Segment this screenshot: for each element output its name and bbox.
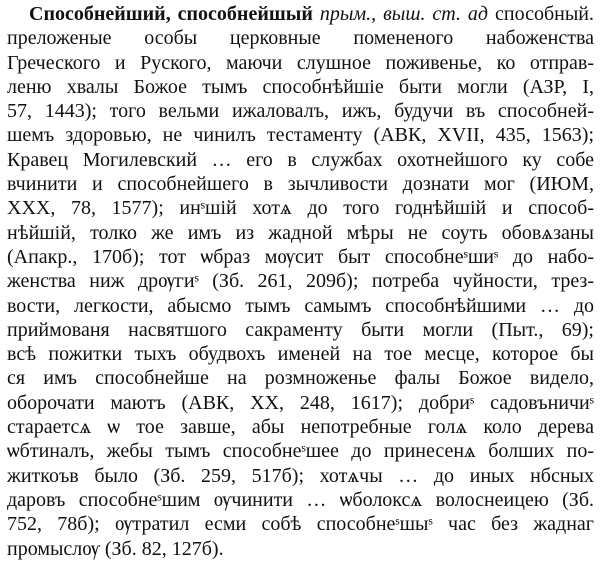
entry-line: вости, легкости, абысмо тымъ самымъ способнѣйшими … до (7, 294, 594, 317)
headword: Способнейший, способнейшый (29, 3, 313, 25)
grammar-label: прым., выш. ст. ад (319, 3, 489, 25)
entry-line: ѡбтиналъ, жебы тымъ способнеˢшее до принесенѧ болших по- (7, 440, 594, 463)
entry-line: оборочати маютъ (АВК, XX, 248, 1617); добриˢ садовъничиˢ (7, 391, 594, 414)
entry-line: 752, 78б); ѹтратил есми собѣ способнеˢшыˢ час без жаднаг (7, 513, 594, 536)
entry-line: житкоъв было (Зб. 259, 517б); хотѧчы … до иных нбсных (7, 464, 594, 487)
entry-line: стараетсѧ ѡ тое завше, абы непотребные голѧ коло дерева (7, 416, 594, 439)
entry-line: леню хвалы Божое тымъ способнѣйшіе быти могли (АЗР, I, (7, 75, 594, 98)
entry-line: нѣйшій, толко же имъ из жадной мѣры не соуть обовѧзаны (7, 221, 594, 244)
entry-line: женства ниж дрѹгиˢ (Зб. 261, 209б); потреба чуйности, трез- (7, 270, 594, 293)
entry-line: вчинити и способнейшего в зычливости дознати мог (ИЮМ, (7, 173, 594, 196)
entry-line: преложеные особы церковные помененого набоженства (7, 27, 594, 50)
entry-line: шемъ здоровью, не чинилъ тестаменту (АВК, XVII, 435, 1563); (7, 124, 594, 147)
dictionary-entry (7, 0, 594, 561)
entry-line: промыслѹ (Зб. 82, 127б). (7, 537, 224, 560)
entry-line: ся имъ способнейше на розмноженье фалы Божое видело, (7, 367, 594, 390)
entry-line: XXX, 78, 1577); инˢшій хотѧ до того годнѣйшій и способ- (7, 197, 594, 220)
entry-line: приймованя насвятшого сакраменту быти могли (Пыт., 69); (7, 318, 594, 341)
entry-line: Греческого и Руского, маючи слушное поживенье, ко отправ- (7, 51, 594, 74)
entry-line-1 (7, 2, 594, 26)
entry-line: всѣ пожитки тыхъ обудвохъ именей на тое месце, которое бы (7, 343, 594, 366)
entry-line: 57, 1443); того вельми ижаловалъ, ижъ, будучи въ способней- (7, 100, 594, 123)
entry-line: (Апакр., 170б); тот ѡбраз мѹсит быт способнеˢшиˢ до набо- (7, 245, 594, 268)
entry-line: Кравец Могилевский … его в службах охотнейшого ку собе (7, 148, 594, 171)
entry-text: способный. (488, 3, 594, 25)
entry-line: даровъ способнеˢшим ѹчинити … ѡболоксѧ волоснеицею (Зб. (7, 488, 594, 511)
